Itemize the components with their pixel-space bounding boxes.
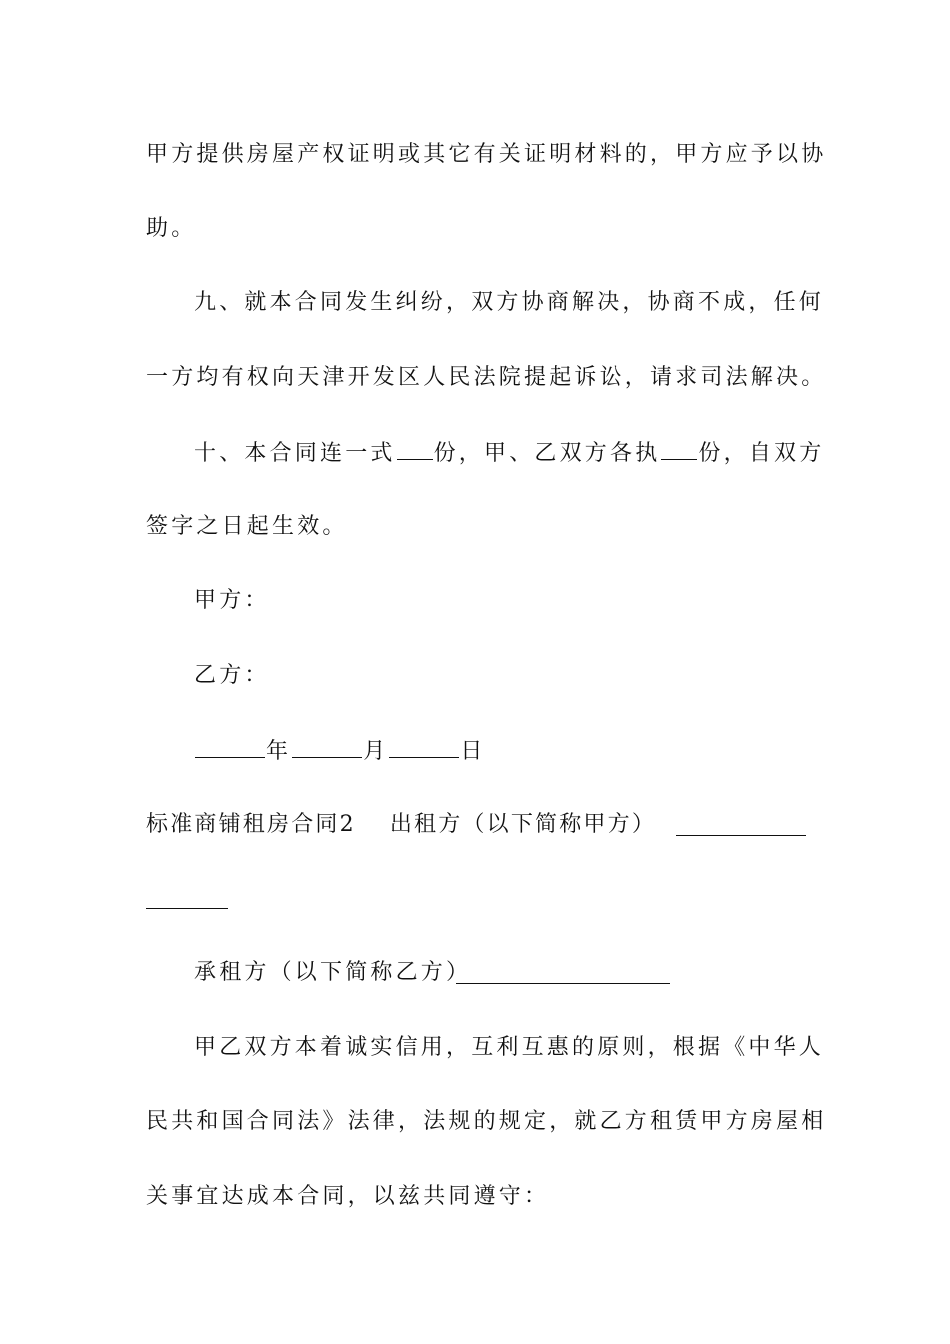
lessor-label: 出租方（以下简称甲方） bbox=[389, 812, 657, 837]
text-line: 甲方提供房屋产权证明或其它有关证明材料的，甲方应予以协 bbox=[146, 142, 827, 167]
year-label: 年 bbox=[266, 739, 292, 764]
copies-each-blank bbox=[661, 437, 697, 460]
copies-blank bbox=[397, 437, 433, 460]
lessee-label: 承租方（以下简称乙方） bbox=[194, 960, 472, 985]
party-b-label: 乙方： bbox=[194, 663, 270, 688]
lessor-blank bbox=[676, 835, 806, 836]
month-blank bbox=[292, 735, 362, 758]
month-label: 月 bbox=[363, 739, 389, 764]
year-blank bbox=[195, 735, 265, 758]
lessor-blank-continued bbox=[146, 908, 228, 909]
date-line bbox=[194, 735, 854, 767]
clause-nine: 九、就本合同发生纠纷，双方协商解决，协商不成，任何 bbox=[194, 290, 825, 315]
day-label: 日 bbox=[460, 739, 486, 764]
day-blank bbox=[389, 735, 459, 758]
text-line: 一方均有权向天津开发区人民法院提起诉讼，请求司法解决。 bbox=[146, 365, 827, 390]
preamble-line: 甲乙双方本着诚实信用，互利互惠的原则，根据《中华人 bbox=[194, 1035, 825, 1060]
party-a-label: 甲方： bbox=[194, 588, 270, 613]
text-line: 民共和国合同法》法律，法规的规定，就乙方租赁甲方房屋相 bbox=[146, 1109, 827, 1134]
text-line: 签字之日起生效。 bbox=[146, 514, 348, 539]
text-line: 助。 bbox=[146, 216, 197, 241]
clause-ten-part-b: 份，甲、乙双方各执 bbox=[433, 441, 661, 466]
lessee-blank bbox=[456, 983, 670, 984]
clause-ten bbox=[194, 437, 854, 469]
contract-title: 标准商铺租房合同2 bbox=[146, 812, 356, 837]
clause-ten-part-c: 份，自双方 bbox=[698, 441, 825, 466]
text-line: 关事宜达成本合同，以兹共同遵守： bbox=[146, 1184, 550, 1209]
clause-ten-part-a: 十、本合同连一式 bbox=[194, 441, 396, 466]
